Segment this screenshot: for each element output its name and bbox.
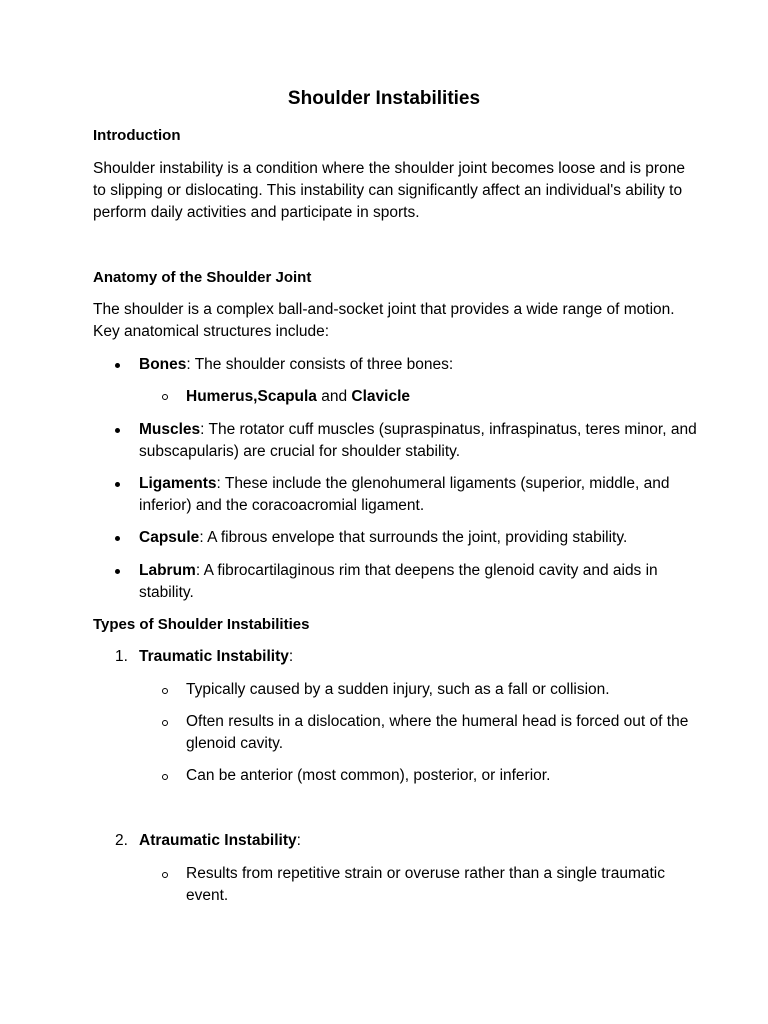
page-title: Shoulder Instabilities — [287, 88, 481, 109]
circle-bullet-icon — [162, 774, 168, 780]
intro-paragraph: Shoulder instability is a condition where the shoulder joint becomes loose and is prone to slipping or dislocating. This instability can significantly affect an individual's ability to perform daily activities and participate in sports. — [93, 160, 685, 221]
item-suffix: : — [296, 832, 301, 849]
list-item-ligaments — [139, 473, 699, 517]
circle-bullet-icon — [162, 872, 168, 878]
list-item-atraumatic — [139, 830, 699, 852]
bullet-icon — [115, 569, 120, 574]
item-text: : The rotator cuff muscles (supraspinatus, infraspinatus, teres minor, and subscapularis) are crucial for shoulder stability. — [139, 421, 697, 460]
item-text: : The shoulder consists of three bones: — [186, 356, 454, 373]
sub-item: Results from repetitive strain or overuse rather than a single traumatic event. — [186, 865, 665, 904]
section-heading-introduction: Introduction — [93, 127, 181, 144]
term-capsule: Capsule — [139, 529, 200, 546]
sub-item: Typically caused by a sudden injury, such as a fall or collision. — [186, 681, 610, 698]
item-text: : A fibrocartilaginous rim that deepens the glenoid cavity and aids in stability. — [139, 562, 658, 601]
bullet-icon — [115, 428, 120, 433]
item-suffix: : — [288, 648, 294, 665]
term-muscles: Muscles — [139, 421, 201, 438]
bullet-icon — [115, 536, 120, 541]
section-heading-types: Types of Shoulder Instabilities — [93, 616, 310, 633]
sub-item: Often results in a dislocation, where the humeral head is forced out of the glenoid cavity. — [186, 713, 689, 752]
list-item-bones — [139, 354, 699, 376]
item-text: : A fibrous envelope that surrounds the joint, providing stability. — [199, 529, 628, 546]
sub-item: Can be anterior (most common), posterior, or inferior. — [186, 767, 551, 784]
bullet-icon — [115, 482, 120, 487]
term-ligaments: Ligaments — [139, 475, 217, 492]
bone-names-and: and — [316, 388, 352, 405]
list-item-muscles — [139, 419, 699, 463]
term-atraumatic: Atraumatic Instability — [139, 832, 297, 849]
section-heading-anatomy: Anatomy of the Shoulder Joint — [93, 269, 312, 286]
bone-names-bold-2: Clavicle — [351, 388, 411, 405]
list-item-traumatic — [139, 646, 699, 668]
item-text: : These include the glenohumeral ligaments (superior, middle, and inferior) and the coracoacromial ligament. — [139, 475, 670, 514]
circle-bullet-icon — [162, 688, 168, 694]
list-number: 1. — [115, 648, 128, 665]
sub-item-bone-names — [186, 386, 706, 408]
list-item-capsule — [139, 527, 699, 549]
list-item-labrum — [139, 560, 699, 604]
term-bones: Bones — [139, 356, 187, 373]
term-labrum: Labrum — [139, 562, 196, 579]
term-traumatic: Traumatic Instability — [139, 648, 289, 665]
anatomy-paragraph: The shoulder is a complex ball-and-socket joint that provides a wide range of motion. Key anatomical structures include: — [93, 301, 675, 340]
bone-names-bold-1: Humerus,Scapula — [186, 388, 317, 405]
bullet-icon — [115, 363, 120, 368]
list-number: 2. — [115, 832, 128, 849]
circle-bullet-icon — [162, 394, 168, 400]
circle-bullet-icon — [162, 720, 168, 726]
